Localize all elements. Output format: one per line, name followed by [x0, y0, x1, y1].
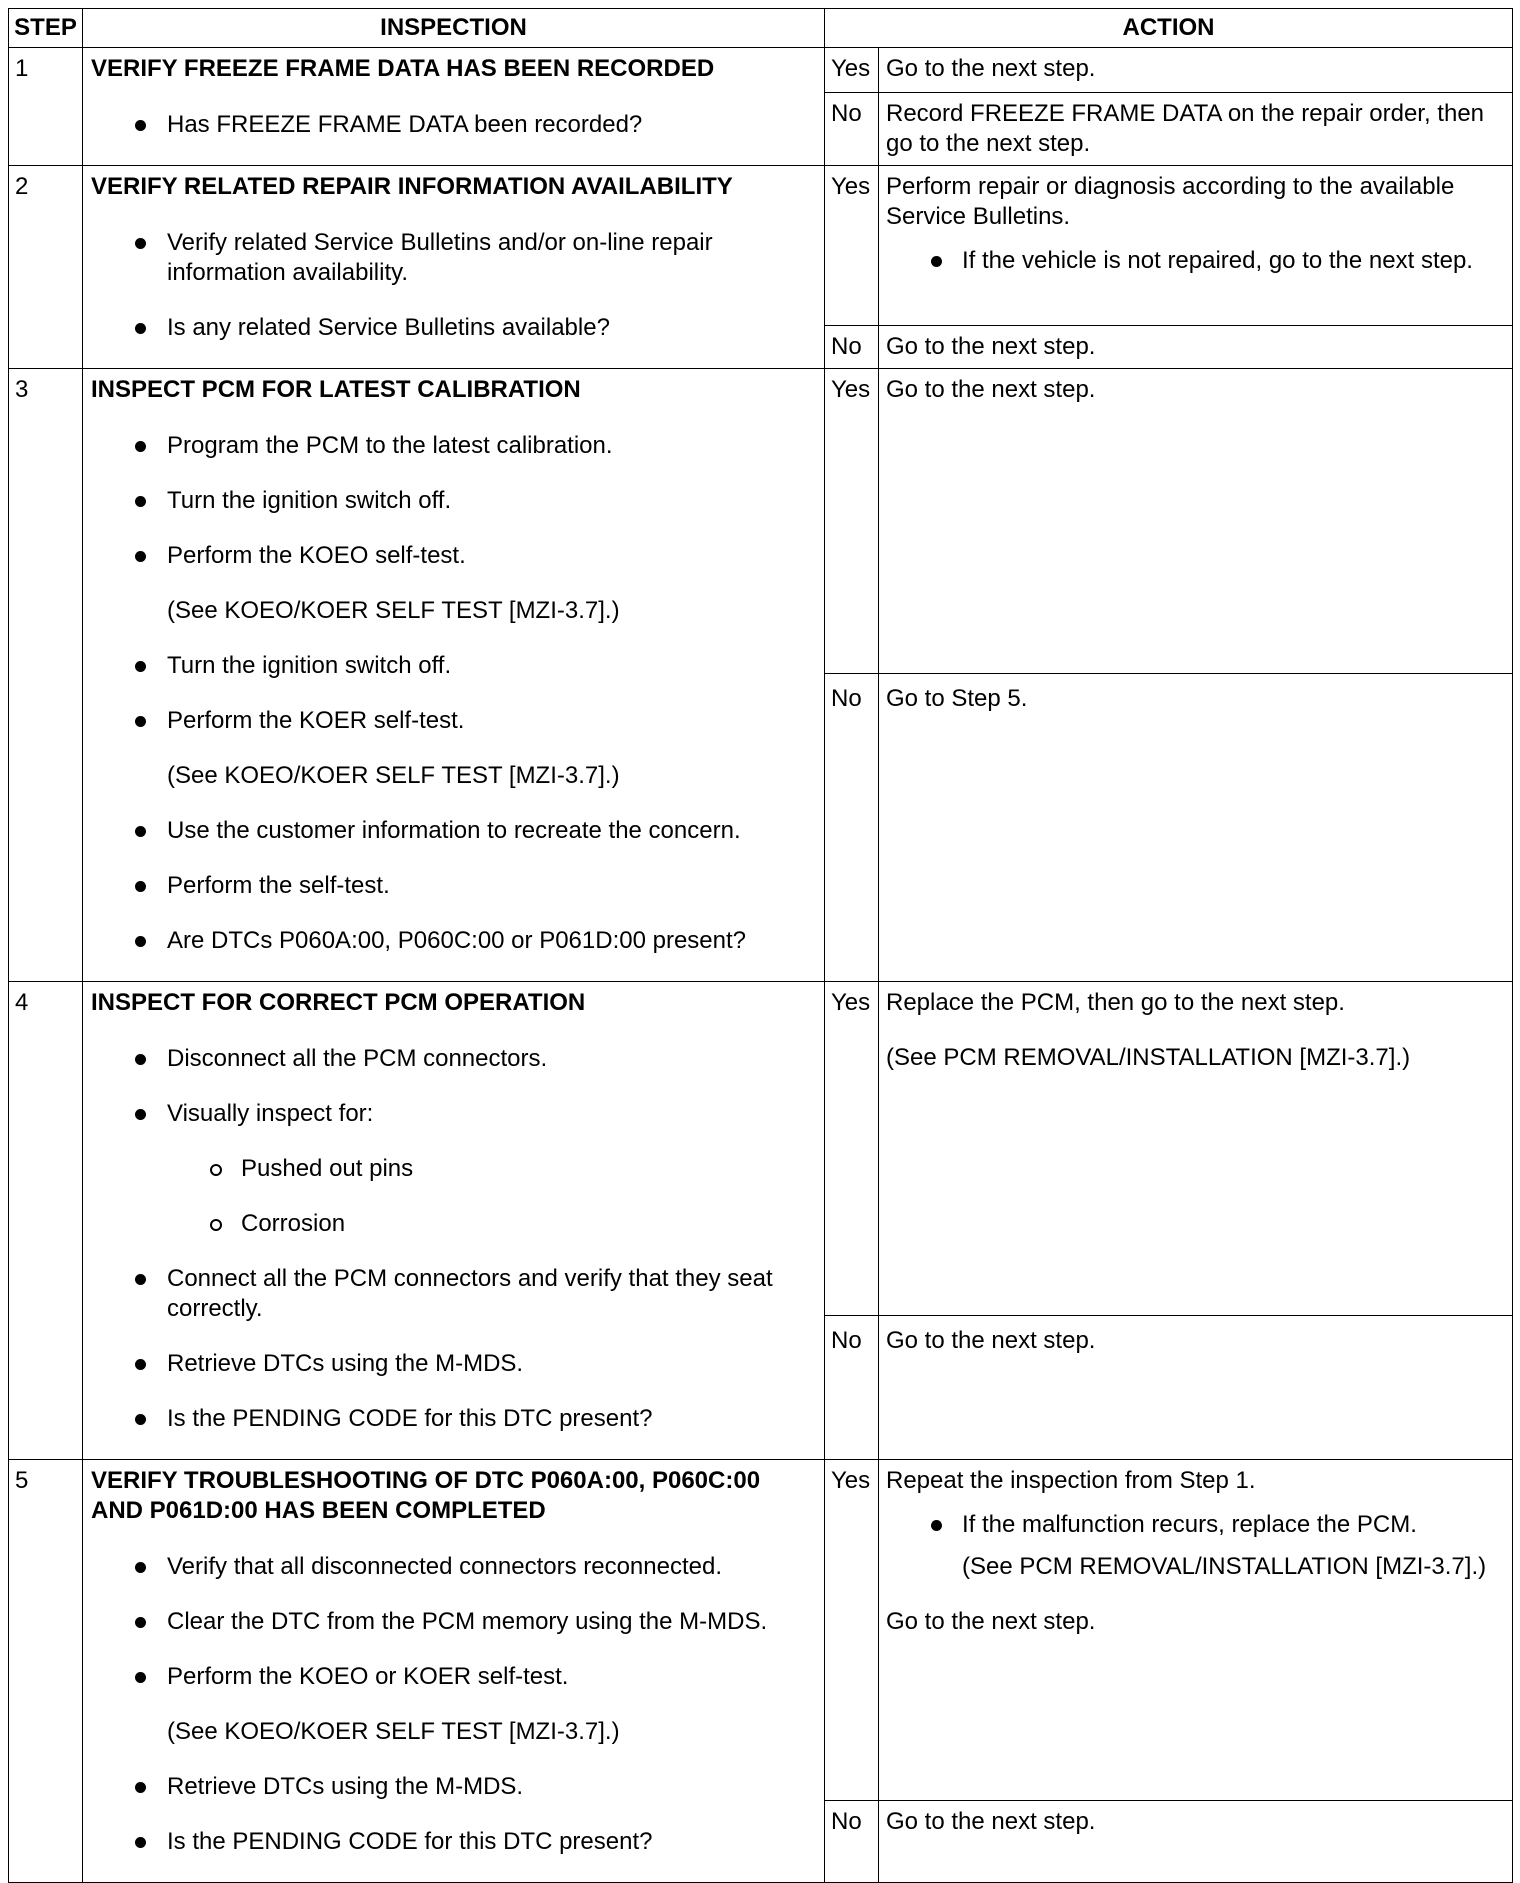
inspection-item: Perform the KOER self-test. — [91, 706, 816, 736]
inspection-item: Verify that all disconnected connectors reconnected. — [91, 1552, 816, 1582]
step-row — [9, 1460, 1513, 1801]
inspection-title: INSPECT PCM FOR LATEST CALIBRATION — [91, 376, 581, 403]
inspection-item: Connect all the PCM connectors and verify that they seat correctly. — [91, 1264, 816, 1324]
inspection-cell — [83, 369, 825, 982]
inspection-title: INSPECT FOR CORRECT PCM OPERATION — [91, 989, 586, 1016]
inspection-item: Turn the ignition switch off. — [91, 651, 816, 681]
action-text: Repeat the inspection from Step 1. — [886, 1467, 1256, 1494]
step-row — [9, 982, 1513, 1316]
action-text: Replace the PCM, then go to the next step. — [886, 989, 1345, 1016]
inspection-cell — [83, 48, 825, 166]
no-label: No — [825, 93, 879, 166]
yes-label: Yes — [825, 166, 879, 326]
no-label: No — [825, 1315, 879, 1459]
yes-action — [879, 982, 1513, 1316]
inspection-item: Visually inspect for: — [91, 1099, 816, 1129]
yes-label: Yes — [825, 1460, 879, 1801]
no-label: No — [825, 674, 879, 982]
yes-action — [879, 166, 1513, 326]
inspection-item: Perform the KOEO self-test. — [91, 541, 816, 571]
action-text: Record FREEZE FRAME DATA on the repair order, then go to the next step. — [886, 100, 1485, 158]
yes-action — [879, 48, 1513, 93]
no-action — [879, 674, 1513, 982]
inspection-item: Is any related Service Bulletins available? — [91, 313, 816, 343]
no-action — [879, 325, 1513, 368]
no-label: No — [825, 325, 879, 368]
no-action — [879, 1801, 1513, 1883]
step-number: 5 — [9, 1460, 83, 1883]
inspection-item: Retrieve DTCs using the M-MDS. — [91, 1772, 816, 1802]
yes-label: Yes — [825, 48, 879, 93]
action-text: Perform repair or diagnosis according to the available Service Bulletins. — [886, 173, 1455, 230]
reference-note: (See KOEO/KOER SELF TEST [MZI-3.7].) — [167, 762, 620, 789]
action-text: Go to the next step. — [886, 1326, 1096, 1354]
step-number: 2 — [9, 166, 83, 369]
step-number: 3 — [9, 369, 83, 982]
action-text: Go to the next step. — [886, 55, 1096, 82]
action-bullet: If the vehicle is not repaired, go to the next step. — [886, 246, 1504, 276]
reference-note: (See KOEO/KOER SELF TEST [MZI-3.7].) — [167, 597, 620, 624]
inspection-title: VERIFY RELATED REPAIR INFORMATION AVAILABILITY — [91, 173, 733, 200]
inspection-cell — [83, 982, 825, 1460]
action-text: Go to the next step. — [886, 1608, 1096, 1635]
no-action — [879, 93, 1513, 166]
action-text: Go to the next step. — [886, 376, 1096, 403]
step-row — [9, 166, 1513, 326]
inspection-subitem: Pushed out pins — [91, 1154, 816, 1184]
inspection-item: Program the PCM to the latest calibration. — [91, 431, 816, 461]
inspection-item: Perform the KOEO or KOER self-test. — [91, 1662, 816, 1692]
action-text: Go to the next step. — [886, 1808, 1096, 1835]
inspection-item: Verify related Service Bulletins and/or on-line repair information availability. — [91, 228, 816, 288]
yes-action — [879, 369, 1513, 674]
reference-note: (See PCM REMOVAL/INSTALLATION [MZI-3.7].) — [962, 1553, 1487, 1580]
inspection-cell — [83, 166, 825, 369]
header-row — [9, 9, 1513, 48]
reference-note: (See PCM REMOVAL/INSTALLATION [MZI-3.7].) — [886, 1044, 1411, 1071]
no-label: No — [825, 1801, 879, 1883]
step-number: 1 — [9, 48, 83, 166]
inspection-item: Is the PENDING CODE for this DTC present? — [91, 1827, 816, 1857]
inspection-item: Is the PENDING CODE for this DTC present? — [91, 1404, 816, 1434]
step-row — [9, 369, 1513, 674]
inspection-item: Turn the ignition switch off. — [91, 486, 816, 516]
inspection-table — [8, 8, 1513, 1883]
yes-label: Yes — [825, 982, 879, 1316]
action-bullet: If the malfunction recurs, replace the PCM. — [886, 1510, 1504, 1540]
inspection-item: Clear the DTC from the PCM memory using the M-MDS. — [91, 1607, 816, 1637]
action-text: Go to the next step. — [886, 332, 1096, 360]
step-number: 4 — [9, 982, 83, 1460]
action-text: Go to Step 5. — [886, 685, 1028, 713]
inspection-item: Use the customer information to recreate the concern. — [91, 816, 816, 846]
inspection-title: VERIFY TROUBLESHOOTING OF DTC P060A:00, P060C:00 AND P061D:00 HAS BEEN COMPLETED — [91, 1467, 761, 1524]
yes-action — [879, 1460, 1513, 1801]
inspection-title: VERIFY FREEZE FRAME DATA HAS BEEN RECORDED — [91, 55, 715, 82]
inspection-subitem: Corrosion — [91, 1209, 816, 1239]
inspection-item: Retrieve DTCs using the M-MDS. — [91, 1349, 816, 1379]
reference-note: (See KOEO/KOER SELF TEST [MZI-3.7].) — [167, 1718, 620, 1745]
no-action — [879, 1315, 1513, 1459]
header-inspection: INSPECTION — [83, 9, 825, 48]
step-row — [9, 48, 1513, 93]
inspection-cell — [83, 1460, 825, 1883]
inspection-item: Disconnect all the PCM connectors. — [91, 1044, 816, 1074]
inspection-item: Perform the self-test. — [91, 871, 816, 901]
header-step: STEP — [9, 9, 83, 48]
header-action: ACTION — [825, 9, 1513, 48]
yes-label: Yes — [825, 369, 879, 674]
inspection-item: Has FREEZE FRAME DATA been recorded? — [91, 110, 816, 140]
inspection-item: Are DTCs P060A:00, P060C:00 or P061D:00 present? — [91, 926, 816, 956]
